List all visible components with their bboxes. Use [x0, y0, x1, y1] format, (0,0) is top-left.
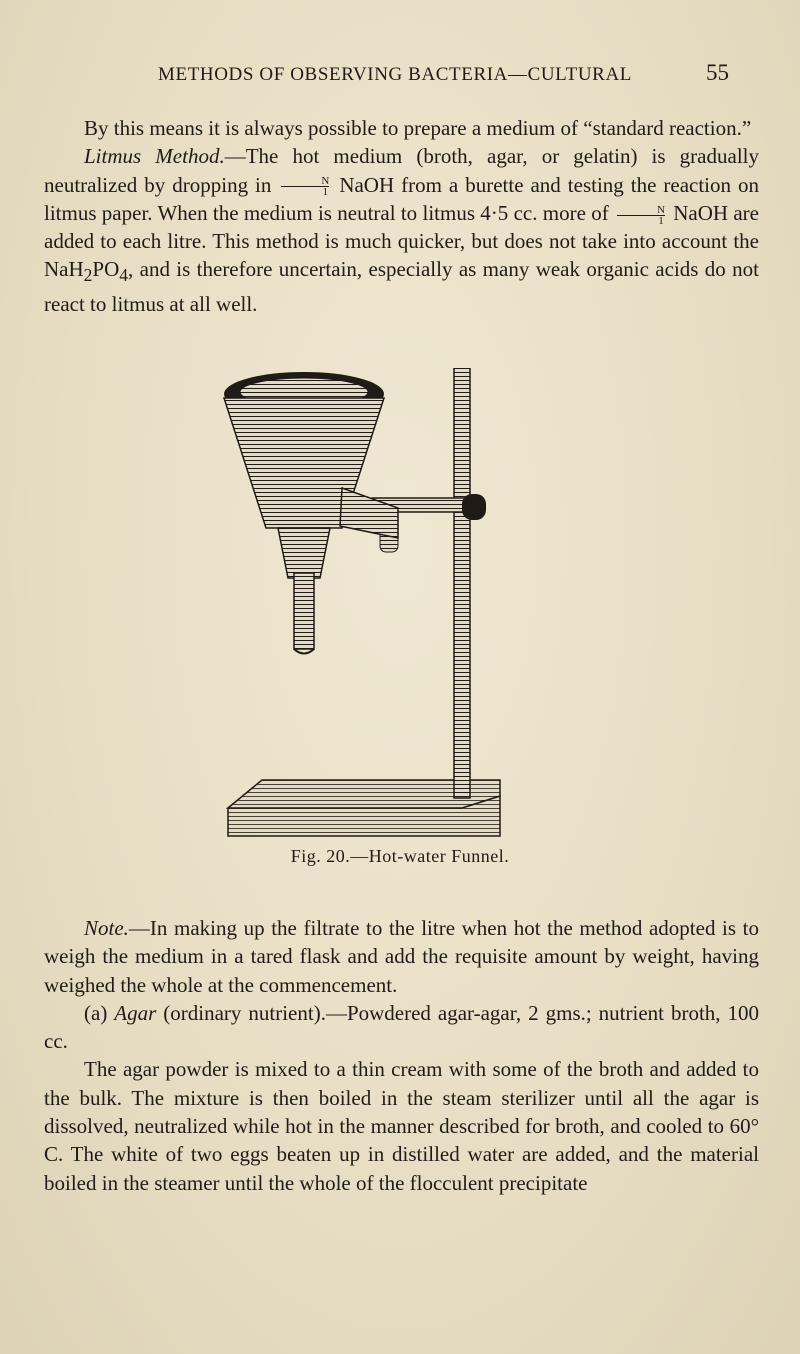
agar-marker: (a) [84, 1000, 108, 1025]
clamp-screw [462, 494, 486, 520]
subscript-4: 4 [119, 265, 129, 286]
running-title: METHODS OF OBSERVING BACTERIA—CULTURAL [158, 64, 632, 85]
agar-title: Agar [114, 1000, 157, 1025]
litmus-text-a: —The hot medium (broth, agar, or gelatin) is gradually neutralized by dropping in [44, 144, 759, 197]
funnel-stem [294, 573, 314, 649]
agar-text: (ordinary nutrient).—Powdered agar-agar, 2 gms.; nutrient broth, 100 cc. [44, 1000, 760, 1054]
litmus-text-d: PO [92, 257, 120, 282]
stand-rod [454, 368, 470, 798]
note-title: Note. [84, 916, 129, 940]
side-arm [340, 488, 398, 538]
paragraph-standard-reaction: By this means it is always possible to prepare a medium of “standard reaction.” [84, 116, 752, 140]
paragraph-agar [44, 999, 759, 1056]
page-number: 55 [706, 60, 729, 85]
normal-fraction-1: $\frac{N}{1}$ [281, 176, 329, 197]
bottom-text-block [44, 914, 759, 1197]
top-text-block [44, 114, 759, 318]
running-head [0, 60, 800, 94]
paragraph-agar-preparation: The agar powder is mixed to a thin cream with some of the broth and added to the bulk. The mixture is then boiled in the steam sterilizer until all the agar is dissolved, neutralized while hot in the manner described for broth, and cooled to 60° C. The white of two eggs beaten up in distilled water are added, and the material boiled in the steamer until the whole of the flocculent precipitate [44, 1057, 759, 1195]
litmus-text-e: , and is therefore uncertain, especially as many weak organic acids do not react to litmus at all well. [44, 257, 759, 316]
paragraph-note [44, 914, 759, 999]
normal-fraction-2: $\frac{N}{1}$ [617, 205, 665, 226]
litmus-method-title: Litmus Method. [84, 144, 225, 169]
hot-water-funnel-illustration [222, 368, 522, 838]
litmus-text-c: NaOH are added to each litre. This method is much quicker, but does not take into account the NaH [44, 200, 759, 282]
litmus-text-b: NaOH from a burette and testing the reaction on litmus paper. When the medium is neutral to litmus 4·5 cc. more of [44, 172, 759, 225]
paragraph-litmus-method [44, 142, 759, 318]
note-text: —In making up the filtrate to the litre when hot the method adopted is to weigh the medium in a tared flask and add the requisite amount by weight, having weighed the whole at the commencement. [44, 916, 759, 997]
subscript-2: 2 [83, 265, 93, 286]
figure-caption: Fig. 20.—Hot-water Funnel. [290, 846, 510, 866]
